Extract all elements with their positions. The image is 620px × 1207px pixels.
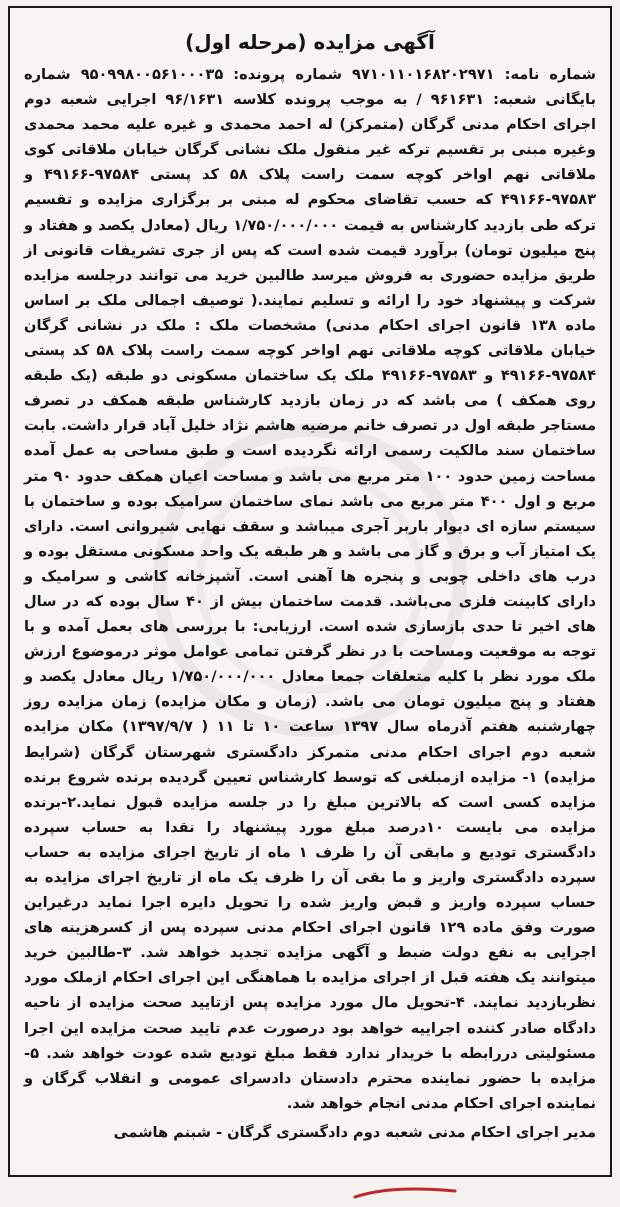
notice-signature: مدیر اجرای احکام مدنی شعبه دوم دادگستری گرگان - شبنم هاشمی bbox=[113, 1123, 596, 1141]
notice-frame bbox=[8, 6, 612, 1177]
notice-title: آگهی مزایده (مرحله اول) bbox=[185, 30, 435, 54]
red-stamp-mark-icon bbox=[350, 1183, 460, 1201]
notice-paragraph: شماره نامه: ۹۷۱۰۱۱۰۱۶۸۲۰۲۹۷۱ شماره پرونده: ۹۵۰۹۹۸۰۰۵۶۱۰۰۰۳۵ شماره بایگانی شعبه: ۹۶۱۶۳۱ / به موجب پرونده کلاسه ۹۶/۱۶۳۱ اجرایی شعبه دوم اجرای احکام مدنی گرگان (متمرکز) له احمد محمدی و غیره علیه محمد محمدی وغیره مبنی بر تقسیم ترکه غیر منقول ملک نشانی گرگان خیابان ملاقاتی کوی ملاقاتی نهم اواخر کوچه سمت راست پلاک ۵۸ کد پستی ۹۷۵۸۴-۴۹۱۶۶ و ۹۷۵۸۳-۴۹۱۶۶ که حسب تقاضای محکوم له مبنی بر برگزاری مزایده و تقسیم ترکه طی بازدید کارشناس به قیمت ۱/۷۵۰/۰۰۰/۰۰۰ ریال (معادل یکصد و هفتاد و پنج میلیون تومان) برآورد قیمت شده است که پس از جری تشریفات قانونی از طریق مزایده حضوری به فروش میرسد طالبین خرید می توانند درجلسه مزایده شرکت و پیشنهاد خود را ارائه و تسلیم نمایند.( توصیف اجمالی ملک بر اساس ماده ۱۳۸ قانون اجرای احکام مدنی) مشخصات ملک : ملک در نشانی گرگان خیابان ملاقاتی کوچه ملاقاتی نهم اواخر کوچه سمت راست پلاک ۵۸ کد پستی ۹۷۵۸۴-۴۹۱۶۶ و ۹۷۵۸۳-۴۹۱۶۶ ملک یک ساختمان مسکونی دو طبقه (یک طبقه روی همکف ) می باشد که در زمان بازدید کارشناس طبقه همکف در تصرف مستاجر طبقه اول در تصرف خانم مرضیه هاشم نژاد خلیل آباد قرار داشت. بابت ساختمان سند مالکیت رسمی ارائه نگردیده است و طبق مساحی به عمل آمده مساحت زمین حدود ۱۰۰ متر مربع می باشد و مساحت اعیان همکف حدود ۹۰ متر مربع و اول ۴۰۰ متر مربع می باشد نمای ساختمان سرامیک بوده و ساختمان با سیستم سازه ای دیوار باربر آجری میباشد و سقف نهایی شیروانی است. دارای یک امتیاز آب و برق و گاز می باشد و هر طبقه یک واحد مسکونی مستقل بوده و درب های داخلی چوبی و پنجره ها آهنی است. آشپزخانه کاشی و سرامیک و دارای کابینت فلزی می‌باشد. قدمت ساختمان بیش از ۴۰ سال بوده که در سال های اخیر تا حدی بازسازی شده است. ارزیابی: با بررسی های بعمل آمده و با توجه به موقعیت ومساحت با در نظر گرفتن تمامی عوامل موثر درموضوع ارزش ملک مورد نظر با کلیه متعلقات جمعا معادل ۱/۷۵۰/۰۰۰/۰۰۰ ریال معادل یکصد و هفتاد و پنج میلیون تومان می باشد. (زمان و مکان مزایده) زمان مزایده روز چهارشنبه هفتم آذرماه سال ۱۳۹۷ ساعت ۱۰ تا ۱۱ ( ۱۳۹۷/۹/۷) مکان مزایده شعبه دوم اجرای احکام مدنی متمرکز دادگستری شهرستان گرگان (شرایط مزایده) ۱- مزایده ازمبلغی که توسط کارشناس تعیین گردیده برنده شروع برنده مزایده کسی است که بالاترین مبلغ را در جلسه مزایده قبول نماید.۲-برنده مزایده می بایست ۱۰درصد مبلغ مورد پیشنهاد را نقدا به حساب سپرده دادگستری تودیع و مابقی آن را ظرف ۱ ماه از تاریخ اجرای مزایده به حساب سپرده دادگستری واریز و ما بقی آن را ظرف یک ماه از تاریخ اجرای مزایده به حساب سپرده واریز و قبض واریز شده را تحویل دایره اجرا نماید درغیراین صورت وفق ماده ۱۲۹ قانون اجرای احکام مدنی سپرده پس از کسرهزینه های اجرایی به نفع دولت ضبط و آگهی مزایده تجدید خواهد شد. ۳-طالبین خرید میتوانند یک هفته قبل از اجرای مزایده با هماهنگی این اجرای احکام ازملک مورد نظربازدید نمایند. ۴-تحویل مال مورد مزایده پس ازتایید صحت مزایده از ناحیه دادگاه صادر کننده اجراییه خواهد بود درصورت عدم تایید صحت مزایده این اجرا مسئولیتی دررابطه با خریدار ندارد فقط مبلغ تودیع شده عودت خواهد شد. ۵- مزایده با حضور نماینده محترم دادستان دادسرای عمومی و انقلاب گرگان و نماینده اجرای احکام مدنی انجام خواهد شد. bbox=[24, 66, 597, 1112]
notice-body bbox=[10, 62, 610, 1116]
